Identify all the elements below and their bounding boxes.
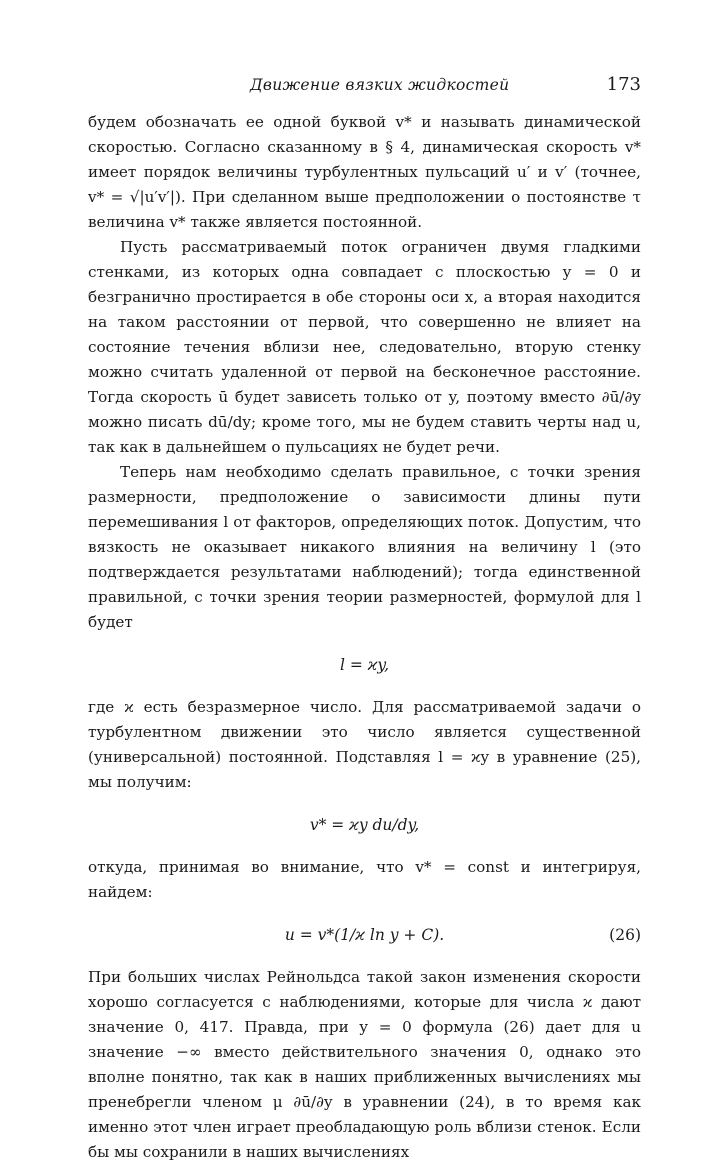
formula-1-text: l = ϰy, — [339, 656, 390, 674]
equation-number: (26) — [609, 926, 641, 944]
paragraph-4: где ϰ есть безразмерное число. Для рассматриваемой задачи о турбулентном движении это число является существенной (универсальной) постоянной. Подставляя l = ϰy в уравнение (25), мы получим: — [88, 698, 641, 791]
paragraph-2: Пусть рассматриваемый поток ограничен двумя гладкими стенками, из которых одна совпадает с плоскостью y = 0 и безгранично простирается в обе стороны оси x, а вторая находится на таком расстоянии от первой, что совершенно не влияет на состояние течения вблизи нее, следовательно, вторую стенку можно считать удаленной от первой на бесконечное расстояние. Тогда скорость ū будет зависеть только от y, поэтому вместо ∂ū/∂y можно писать dū/dy; кроме того, мы не будем ставить черты над u, так как в дальнейшем о пульсациях не будет речи. — [88, 238, 641, 456]
body-text — [88, 110, 641, 1165]
paragraph-6: При больших числах Рейнольдса такой закон изменения скорости хорошо согласуется с наблюдениями, которые для числа ϰ дают значение 0, 417. Правда, при y = 0 формула (26) дает для u значение −∞ вместо действительного значения 0, однако это вполне понятно, так как в наших приближенных вычислениях мы пренебрегли членом μ ∂ū/∂y в уравнении (24), в то время как именно этот член играет преобладающую роль вблизи стенок. Если бы мы сохранили в наших вычислениях — [88, 968, 641, 1161]
formula-dynamic-velocity — [88, 805, 641, 845]
page-number: 173 — [606, 74, 641, 95]
page-header — [88, 74, 641, 102]
formula-mixing-length — [88, 645, 641, 685]
formula-26 — [88, 915, 641, 955]
formula-3-text: u = v*(1/ϰ ln y + C). — [284, 926, 445, 944]
running-title: Движение вязких жидкостей — [250, 76, 510, 94]
formula-2-text: v* = ϰy du/dy, — [309, 816, 420, 834]
paragraph-5: откуда, принимая во внимание, что v* = const и интегрируя, найдем: — [88, 858, 641, 901]
paragraph-3: Теперь нам необходимо сделать правильное, с точки зрения размерности, предположение о зависимости длины пути перемешивания l от факторов, определяющих поток. Допустим, что вязкость не оказывает никакого влияния на величину l (это подтверждается результатами наблюдений); тогда единственной правильной, с точки зрения теории размерностей, формулой для l будет — [88, 463, 641, 631]
paragraph-1: будем обозначать ее одной буквой v* и называть динамической скоростью. Согласно сказанному в § 4, динамическая скорость v* имеет порядок величины турбулентных пульсаций u′ и v′ (точнее, v* = √|u′v′|). При сделанном выше предположении о постоянстве τ величина v* также является постоянной. — [88, 113, 641, 231]
